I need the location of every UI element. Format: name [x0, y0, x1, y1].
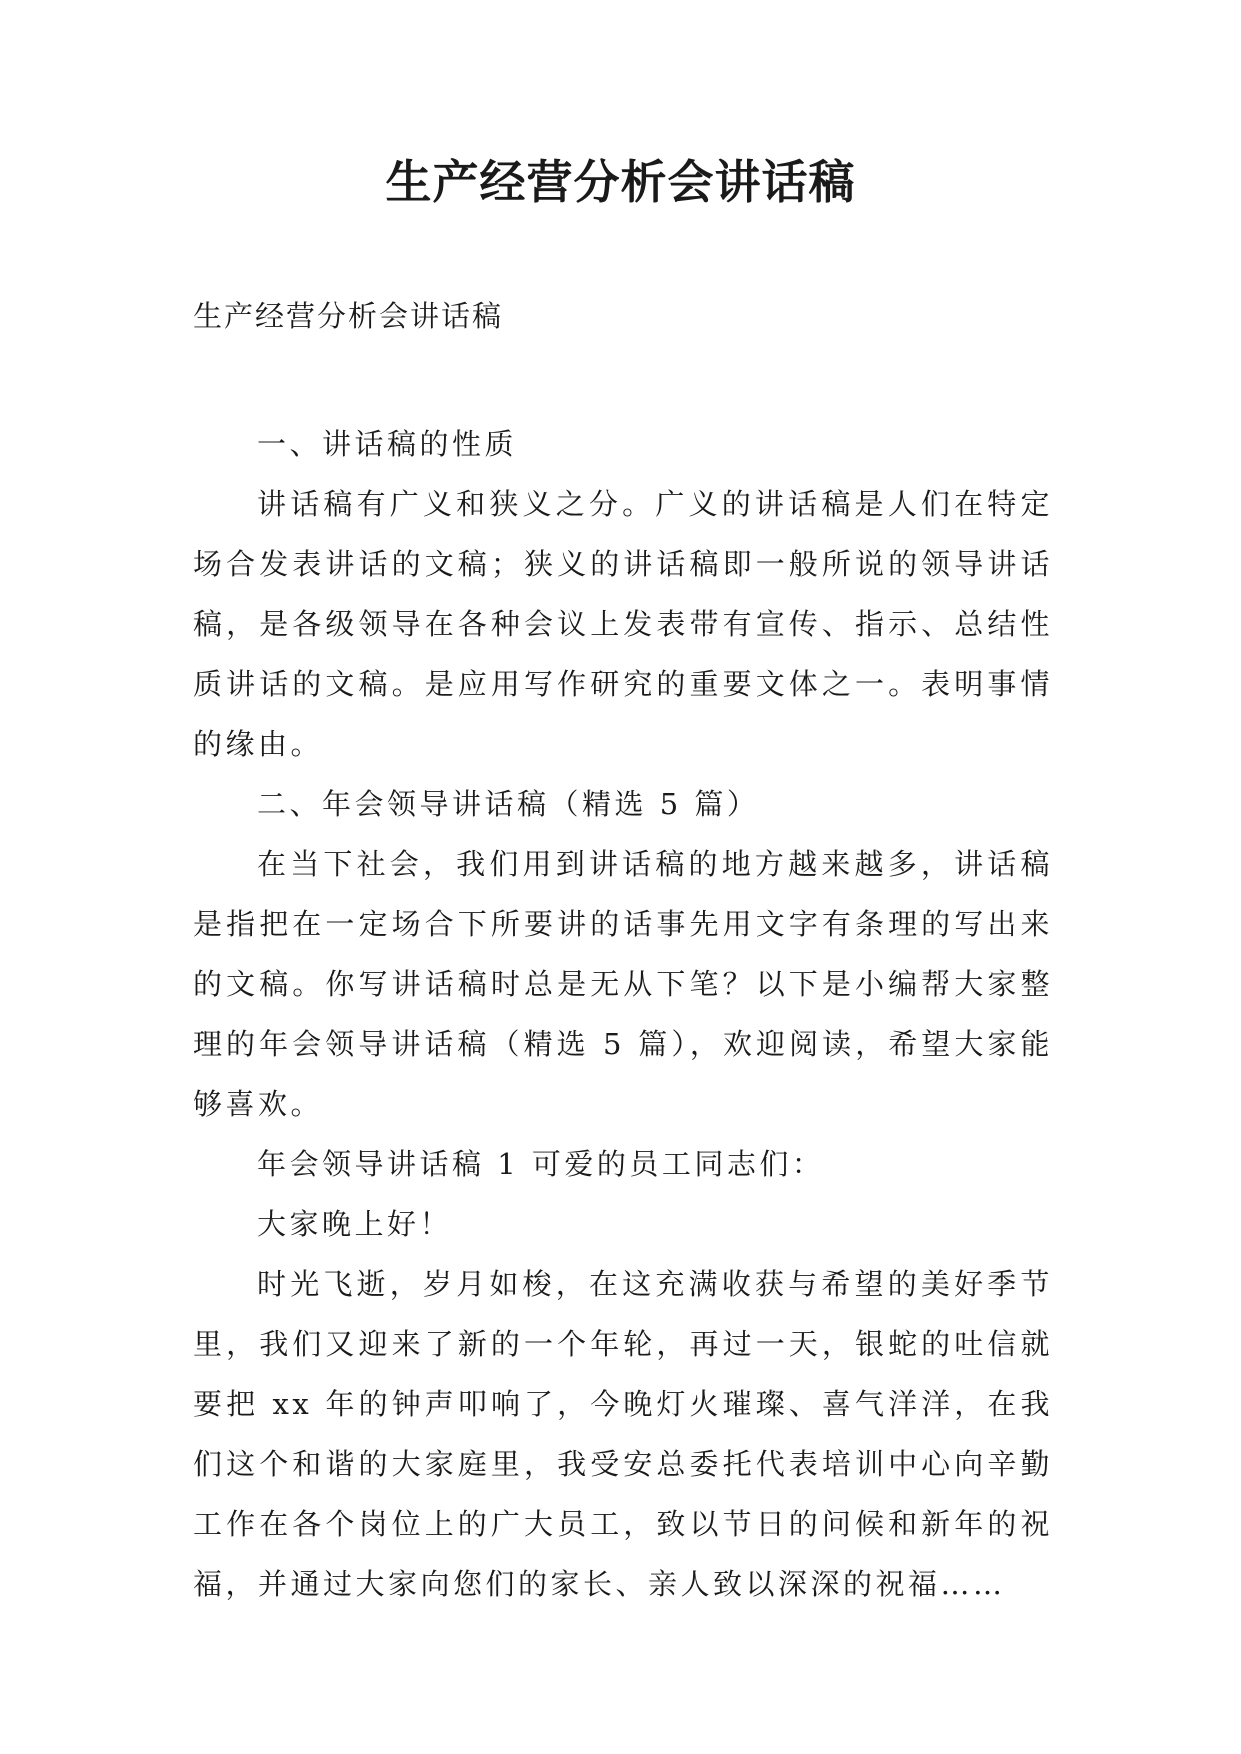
paragraph-speech-body: 时光飞逝，岁月如梭，在这充满收获与希望的美好季节里，我们又迎来了新的一个年轮，再过一天，银蛇的吐信就要把 xx 年的钟声叩响了，今晚灯火璀璨、喜气洋洋，在我们这个和谐的大家庭里，我受安总委托代表培训中心向辛勤工作在各个岗位上的广大员工，致以节日的问候和新年的祝福，并通过大家向您们的家长、亲人致以深深的祝福……	[193, 1267, 1053, 1601]
section-heading-nature: 一、讲话稿的性质	[257, 427, 518, 461]
document-body	[193, 414, 1053, 1614]
paragraph-intro: 在当下社会，我们用到讲话稿的地方越来越多，讲话稿是指把在一定场合下所要讲的话事先用文字有条理的写出来的文稿。你写讲话稿时总是无从下笔？以下是小编帮大家整理的年会领导讲话稿（精选 5 篇），欢迎阅读，希望大家能够喜欢。	[193, 847, 1053, 1121]
document-subtitle: 生产经营分析会讲话稿	[193, 299, 504, 333]
paragraph-speech-1-heading: 年会领导讲话稿 1 可爱的员工同志们：	[257, 1147, 825, 1181]
section-heading-annual-speech: 二、年会领导讲话稿（精选 5 篇）	[257, 787, 760, 821]
document-title: 生产经营分析会讲话稿	[385, 155, 856, 209]
paragraph-greeting: 大家晚上好！	[257, 1207, 453, 1241]
paragraph-speech-definition: 讲话稿有广义和狭义之分。广义的讲话稿是人们在特定场合发表讲话的文稿；狭义的讲话稿即一般所说的领导讲话稿，是各级领导在各种会议上发表带有宣传、指示、总结性质讲话的文稿。是应用写作研究的重要文体之一。表明事情的缘由。	[193, 487, 1053, 761]
